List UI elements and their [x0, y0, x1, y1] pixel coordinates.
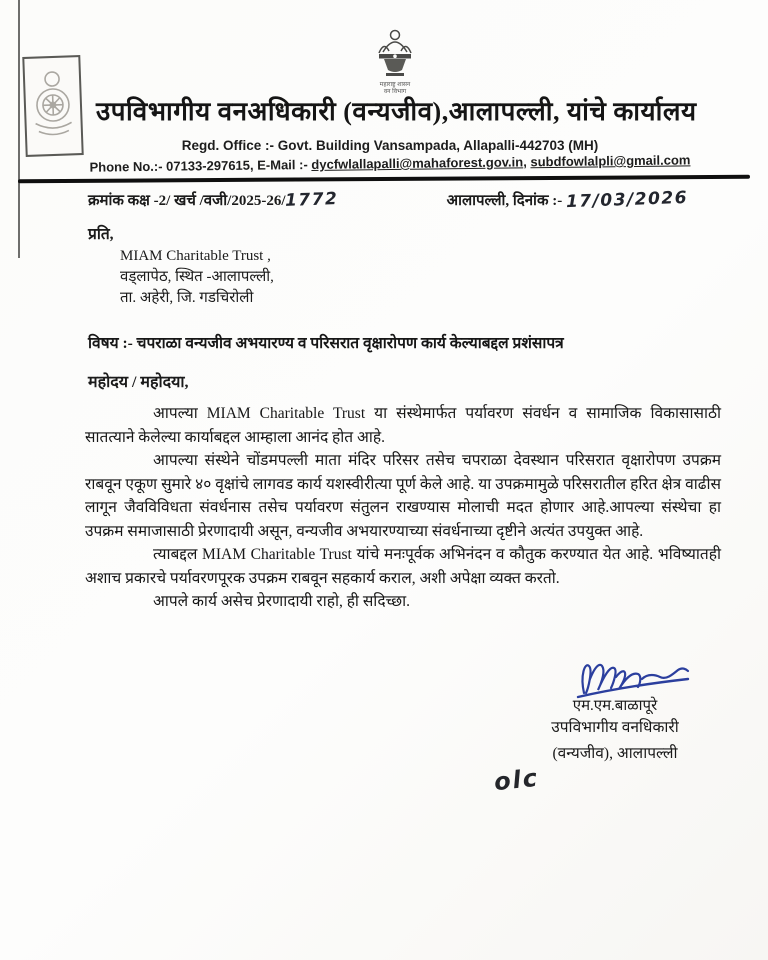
scan-edge-line: [18, 0, 20, 258]
letter-body: [85, 402, 721, 614]
national-emblem: [352, 28, 438, 96]
place-and-date: [446, 187, 689, 213]
phone-email-line: [40, 152, 740, 176]
reference-number-handwritten: 1772: [285, 189, 340, 211]
email-address-1: dycfwlallapalli@mahaforest.gov.in: [311, 154, 524, 172]
to-label: प्रति,: [88, 226, 114, 243]
subject-line: [88, 331, 708, 353]
subject-label: विषय :-: [88, 335, 133, 352]
reference-number: [88, 190, 339, 210]
header-divider-rule: [18, 175, 750, 183]
emblem-caption-line2: वन विभाग: [383, 89, 407, 95]
email-separator: ,: [523, 154, 531, 170]
place-date-label: आलापल्ली, दिनांक :-: [446, 193, 563, 209]
signatory-designation-line1: उपविभागीय वनधिकारी: [551, 719, 679, 736]
recipient-address-line3: ता. अहेरी, जि. गडचिरोली: [120, 290, 254, 306]
reference-row: [88, 187, 689, 213]
body-paragraph-2: आपल्या संस्थेने चोंडमपल्ली माता मंदिर परिसर तसेच चपराळा देवस्थान परिसरात वृक्षारोपण उपक्रम राबवून एकूण सुमारे ४० वृक्षांचे लागवड कार्य यशस्वीरीत्या पूर्ण केले आहे. या उपक्रमामुळे परिसरातील हरित क्षेत्र वाढीस लागून जैवविविधता संवर्धनास तसेच पर्यावरण संतुलन राखण्यास मोलाची मदत होणार आहे.आपल्या संस्थेचा हा उपक्रम समाजासाठी प्रेरणादायी असून, वन्यजीव अभयारण्याच्या संवर्धनाच्या दृष्टीने अत्यंत उपयुक्त आहे.: [85, 452, 721, 540]
body-paragraph-1: आपल्या MIAM Charitable Trust या संस्थेमार्फत पर्यावरण संवर्धन व सामाजिक विकासासाठी सातत्याने केलेल्या कार्याबद्दल आम्हाला आनंद होत आहे.: [85, 405, 721, 446]
registered-office-line: Regd. Office :- Govt. Building Vansampada, Allapalli-442703 (MH): [181, 138, 599, 153]
subject-text: चपराळा वन्यजीव अभयारण्य व परिसरात वृक्षारोपण कार्य केल्याबद्दल प्रशंसापत्र: [132, 335, 564, 352]
phone-email-label: Phone No.:- 07133-297615, E-Mail :-: [89, 157, 308, 175]
recipient-address: [120, 246, 274, 309]
signatory-name: एम.एम.बाळापूरे: [572, 698, 658, 714]
signatory-designation-line2: (वन्यजीव), आलापल्ली: [552, 745, 678, 762]
email-address-2: subdfowlalpli@gmail.com: [530, 152, 691, 170]
reference-number-printed: क्रमांक कक्ष -2/ खर्च /वजी/2025-26/: [88, 193, 286, 209]
salutation: महोदय / महोदया,: [88, 374, 189, 391]
handwritten-note: olc: [492, 763, 541, 797]
forest-department-seal-icon: [29, 64, 78, 148]
handwritten-signature-icon: [570, 655, 694, 699]
emblem-caption-line1: महाराष्ट्र शासन: [379, 82, 411, 88]
body-paragraph-3: त्याबद्दल MIAM Charitable Trust यांचे मनःपूर्वक अभिनंदन व कौतुक करण्यात येत आहे. भविष्यातही अशाच प्रकारचे पर्यावरणपूरक उपक्रम राबवून सहकार्य कराल, अशी अपेक्षा व्यक्त करतो.: [85, 546, 721, 587]
date-handwritten: 17/03/2026: [565, 187, 689, 213]
ashoka-lion-capital-icon: [374, 28, 416, 82]
signature-block: [500, 655, 730, 767]
recipient-address-line2: वड्लापेठ, स्थित -आलापल्ली,: [120, 269, 274, 285]
office-title: उपविभागीय वनअधिकारी (वन्यजीव),आलापल्ली, यांचे कार्यालय: [96, 97, 697, 126]
body-paragraph-4: आपले कार्य असेच प्रेरणादायी राहो, ही सदिच्छा.: [153, 593, 411, 610]
recipient-name: MIAM Charitable Trust ,: [120, 248, 271, 264]
